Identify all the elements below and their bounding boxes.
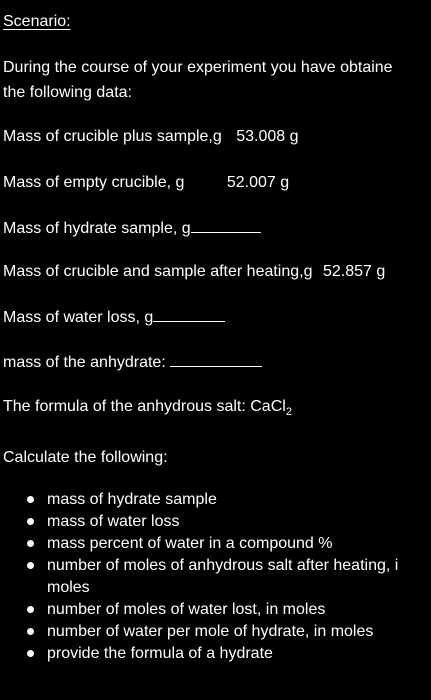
- task-item: [27, 643, 398, 665]
- task-text: mass of water loss: [47, 513, 180, 530]
- task-text: number of moles of water lost, in moles: [47, 601, 326, 618]
- task-text: provide the formula of a hydrate: [47, 645, 273, 662]
- bullet-icon: [27, 628, 34, 635]
- task-text: number of water per mole of hydrate, in moles: [47, 623, 374, 640]
- formula-label: The formula of the anhydrous salt:: [3, 398, 251, 415]
- task-item: [27, 489, 398, 511]
- hydrate-sample-blank: [191, 218, 261, 233]
- anhydrate-row: [3, 352, 262, 373]
- crucible-plus-sample-value: 53.008 g: [236, 128, 299, 145]
- task-list: [27, 489, 398, 665]
- scenario-heading: Scenario:: [3, 13, 71, 30]
- intro-line-2: the following data:: [3, 84, 132, 101]
- task-item: [27, 599, 398, 621]
- crucible-after-heating-value: 52.857 g: [322, 263, 386, 280]
- bullet-icon: [27, 540, 34, 547]
- calculate-heading: Calculate the following:: [3, 449, 168, 466]
- task-text-line-2: moles: [47, 579, 90, 596]
- formula-subscript: 2: [285, 406, 292, 418]
- bullet-icon: [27, 518, 34, 525]
- crucible-after-heating-row: [3, 262, 385, 282]
- formula-base: CaCl: [250, 398, 286, 415]
- intro-line-1: During the course of your experiment you have obtaine: [3, 59, 393, 76]
- empty-crucible-label: Mass of empty crucible, g: [3, 174, 185, 191]
- crucible-after-heating-label: Mass of crucible and sample after heating,g: [3, 263, 313, 280]
- hydrate-sample-row: [3, 218, 261, 239]
- crucible-plus-sample-row: [3, 127, 299, 147]
- empty-crucible-row: [3, 173, 289, 193]
- water-loss-label: Mass of water loss, g: [3, 309, 154, 326]
- task-text-line-1: number of moles of anhydrous salt after heating, i: [47, 557, 399, 574]
- task-text: [47, 555, 398, 599]
- bullet-icon: [27, 650, 34, 657]
- task-item: [27, 511, 398, 533]
- bullet-icon: [27, 496, 34, 503]
- task-item: [27, 533, 398, 555]
- task-text: mass of hydrate sample: [47, 491, 217, 508]
- task-item: [27, 555, 398, 599]
- water-loss-row: [3, 307, 225, 328]
- formula-row: [3, 397, 292, 417]
- empty-crucible-value: 52.007 g: [226, 174, 290, 191]
- anhydrate-label: mass of the anhydrate:: [3, 354, 166, 371]
- hydrate-sample-label: Mass of hydrate sample, g: [3, 220, 191, 237]
- bullet-icon: [27, 562, 34, 569]
- anhydrate-blank: [170, 352, 262, 367]
- water-loss-blank: [153, 307, 225, 322]
- crucible-plus-sample-label: Mass of crucible plus sample,g: [3, 128, 222, 145]
- task-item: [27, 621, 398, 643]
- bullet-icon: [27, 606, 34, 613]
- task-text: mass percent of water in a compound %: [47, 535, 333, 552]
